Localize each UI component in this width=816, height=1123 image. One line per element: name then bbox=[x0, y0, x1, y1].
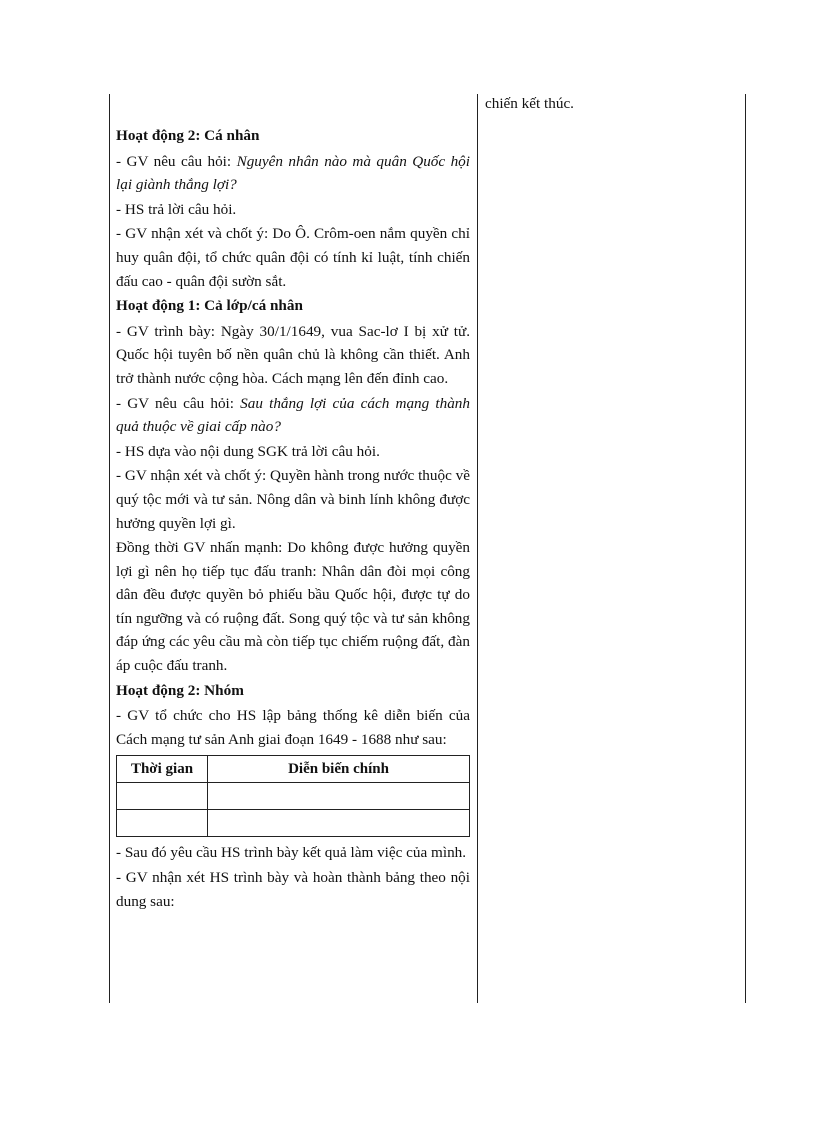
table-header-events: Diễn biến chính bbox=[208, 756, 470, 783]
activity-heading-class: Hoạt động 1: Cả lớp/cá nhân bbox=[116, 297, 303, 315]
table-header-row bbox=[117, 756, 470, 783]
activity-heading-individual: Hoạt động 2: Cá nhân bbox=[116, 127, 260, 144]
question-prefix: - GV nêu câu hỏi: bbox=[116, 152, 237, 170]
student-present-instruction: - Sau đó yêu cầu HS trình bày kết quả làm việc của mình. bbox=[116, 844, 467, 862]
table-row bbox=[117, 783, 470, 810]
teacher-organize: - GV tổ chức cho HS lập bảng thống kê diễn biến của Cách mạng tư sản Anh giai đoạn 1649 - 1688 như sau: bbox=[116, 707, 470, 748]
teacher-question-1 bbox=[116, 150, 470, 197]
teacher-emphasis: Đồng thời GV nhấn mạnh: Do không được hưởng quyền lợi gì nên họ tiếp tục đấu tranh: Nhân dân đòi mọi công dân đều được quyền bỏ phiếu bầu Quốc hội, được tự do tín ngưỡng và có ruộng đất. Song quý tộc và tư sản không đáp ứng các yêu cầu mà còn tiếp tục chiếm ruộng đất, đàn áp cuộc đấu tranh. bbox=[116, 539, 470, 675]
right-column bbox=[485, 92, 735, 117]
table-cell bbox=[117, 783, 208, 810]
table-border-right bbox=[745, 94, 746, 1003]
table-border-middle bbox=[477, 94, 478, 1003]
question-prefix: - GV nêu câu hỏi: bbox=[116, 394, 241, 412]
teacher-presentation: - GV trình bày: Ngày 30/1/1649, vua Sac-lơ I bị xử tử. Quốc hội tuyên bố nền quân chủ là không cần thiết. Anh trở thành nước cộng hòa. Cách mạng lên đến đỉnh cao. bbox=[116, 322, 470, 387]
teacher-finish: - GV nhận xét HS trình bày và hoàn thành bảng theo nội dung sau: bbox=[116, 869, 470, 910]
teacher-conclusion-1: - GV nhận xét và chốt ý: Do Ô. Crôm-oen nắm quyền chỉ huy quân đội, tổ chức quân đội có tính kỉ luật, tính chiến đấu cao - quân đội sườn sắt. bbox=[116, 225, 470, 290]
table-cell bbox=[117, 810, 208, 837]
left-column bbox=[116, 124, 470, 914]
table-cell bbox=[208, 810, 470, 837]
right-column-text: chiến kết thúc. bbox=[485, 95, 574, 112]
question-text: Nguyên nhân nào mà quân Quốc hội lại giành thắng lợi? bbox=[116, 152, 470, 194]
table-cell bbox=[208, 783, 470, 810]
question-text: Sau thắng lợi của cách mạng thành quả thuộc về giai cấp nào? bbox=[116, 394, 470, 436]
table-row bbox=[117, 810, 470, 837]
student-answer-1: - HS trả lời câu hỏi. bbox=[116, 200, 237, 218]
table-border-left bbox=[109, 94, 110, 1003]
teacher-conclusion-2: - GV nhận xét và chốt ý: Quyền hành trong nước thuộc về quý tộc mới và tư sản. Nông dân và binh lính không được hưởng quyền lợi gì. bbox=[116, 467, 470, 532]
teacher-question-2 bbox=[116, 392, 470, 439]
student-answer-2: - HS dựa vào nội dung SGK trả lời câu hỏi. bbox=[116, 442, 380, 460]
timeline-table bbox=[116, 755, 470, 837]
table-header-time: Thời gian bbox=[117, 756, 208, 783]
activity-heading-group: Hoạt động 2: Nhóm bbox=[116, 681, 244, 699]
